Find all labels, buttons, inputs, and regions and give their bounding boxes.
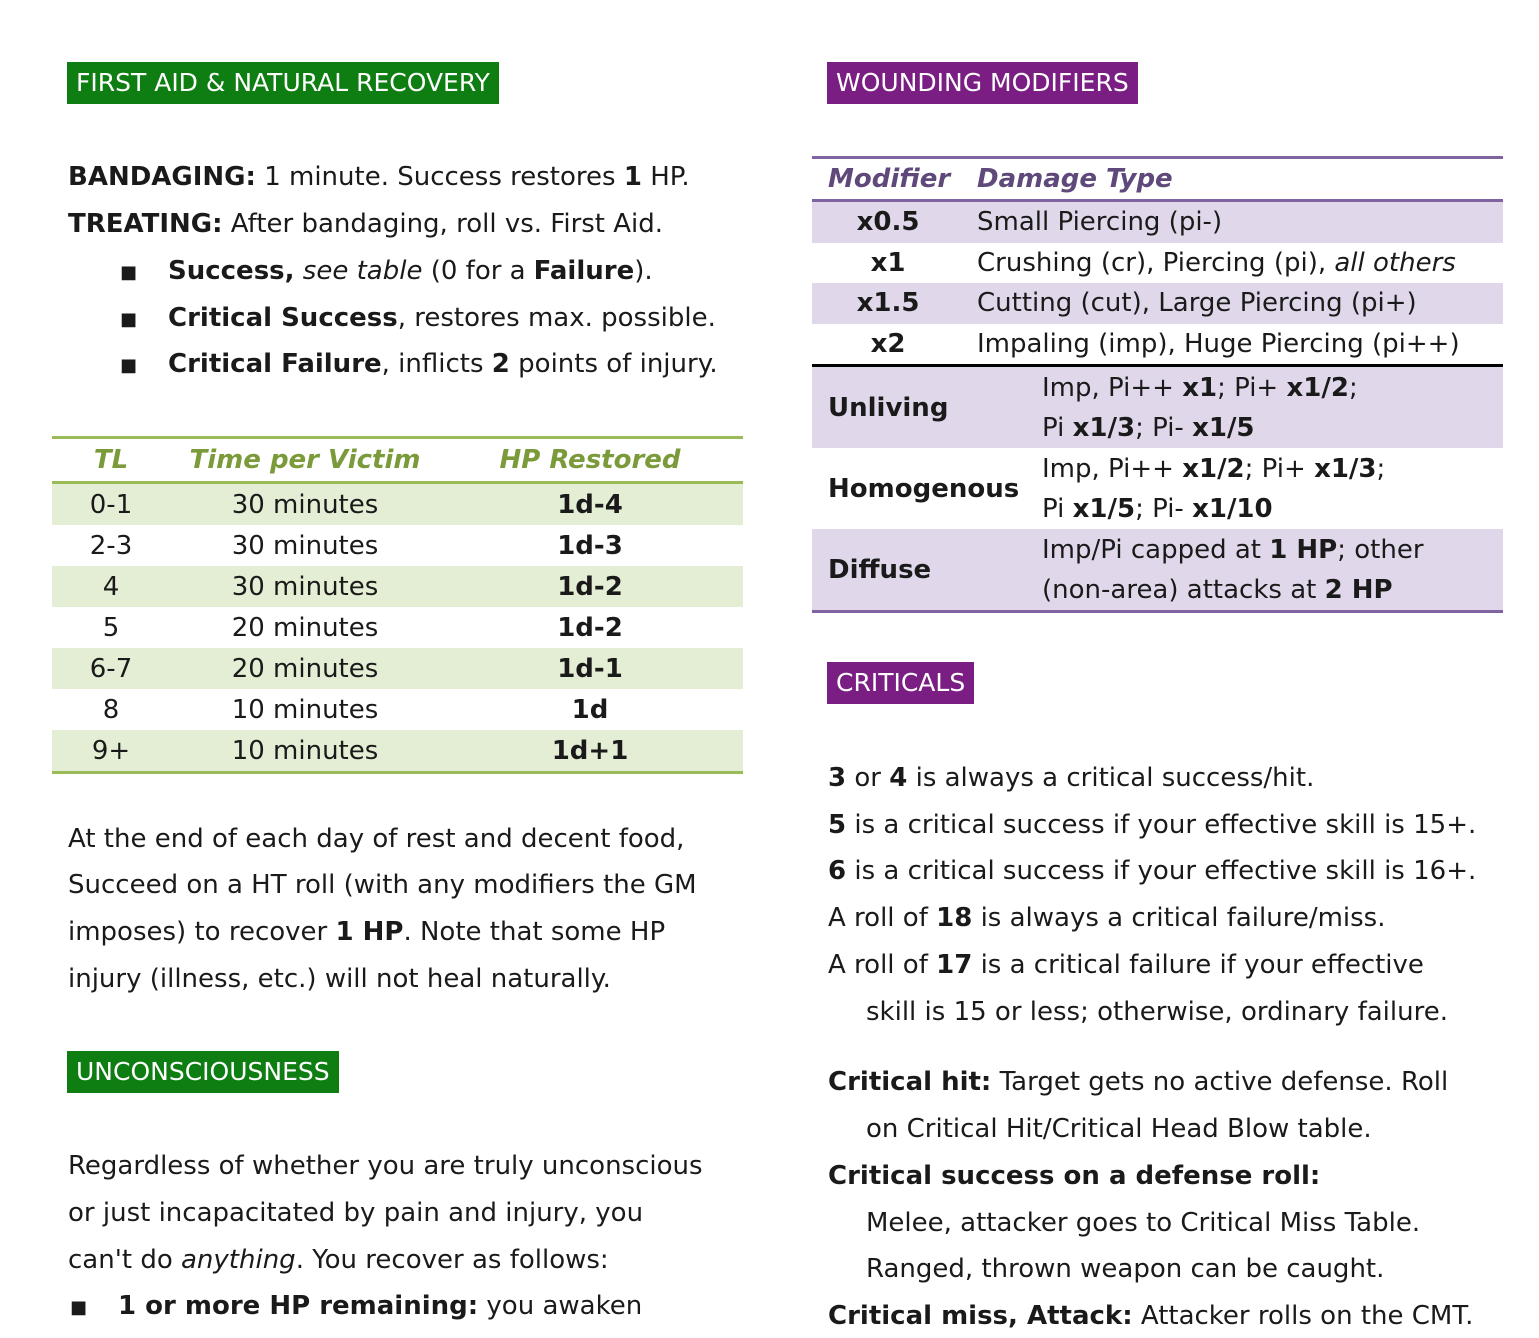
- cell-hp: 1d-3: [557, 530, 623, 561]
- table-row: [812, 283, 1503, 324]
- cell-damage-type: [964, 207, 1503, 237]
- bandaging-label: BANDAGING:: [68, 162, 256, 192]
- list-item: [168, 347, 718, 381]
- bullet-bold2: Failure: [533, 256, 635, 286]
- table-rule: [812, 610, 1503, 613]
- damage-type-text: Crushing (cr), Piercing (pi),: [977, 247, 1327, 278]
- cell-rules: Imp, Pi++ x1/2; Pi+ x1/3; Pi x1/5; Pi- x1/10: [1042, 453, 1386, 524]
- cell-rules: Imp/Pi capped at 1 HP; other (non-area) attacks at 2 HP: [1042, 534, 1424, 605]
- table-row: [52, 689, 743, 730]
- table-row: [52, 607, 743, 648]
- treating-label: TREATING:: [68, 209, 223, 239]
- header-tl: TL: [93, 445, 129, 475]
- table-row: [52, 566, 743, 607]
- critical-hit-label: Critical hit:: [828, 1067, 992, 1097]
- bullet-text: (0 for a: [430, 256, 526, 286]
- table-row-diffuse: [812, 529, 1503, 610]
- bullet-bold2: 2: [491, 349, 510, 379]
- damage-type-italic: all others: [1334, 247, 1456, 278]
- table-row: [52, 525, 743, 566]
- rest-paragraph-line: [68, 915, 665, 949]
- table-header: [812, 159, 1503, 199]
- cell-damage-type: [964, 329, 1503, 359]
- damage-type-text: Small Piercing (pi-): [977, 207, 1223, 238]
- list-item: [168, 254, 653, 288]
- crit-line: 5 is a critical success if your effective skill is 15+.: [828, 810, 1477, 840]
- crit-line: 6 is a critical success if your effective skill is 16+.: [828, 856, 1477, 886]
- cell-tl: 4: [102, 571, 120, 602]
- cell-hp: 1d-2: [557, 571, 623, 602]
- critical-hit-line2: on Critical Hit/Critical Head Blow table.: [866, 1114, 1372, 1144]
- cell-tl: 9+: [91, 735, 131, 766]
- treating-text: After bandaging, roll vs. First Aid.: [230, 209, 664, 239]
- section-heading-unconsciousness: UNCONSCIOUSNESS: [67, 1051, 339, 1093]
- cell-time: 20 minutes: [231, 653, 379, 684]
- crit-line: A roll of 18 is always a critical failure/miss.: [828, 903, 1386, 933]
- table-rule: [52, 771, 743, 774]
- wounding-modifiers-table: [812, 156, 1503, 613]
- bullet-text-end: ).: [634, 256, 653, 286]
- cell-label: Diffuse: [828, 554, 932, 585]
- rest-paragraph-line: At the end of each day of rest and decent food,: [68, 824, 685, 854]
- table-header: [52, 439, 743, 481]
- cell-label: Unliving: [828, 392, 949, 423]
- crit-line: skill is 15 or less; otherwise, ordinary failure.: [866, 997, 1448, 1027]
- table-row: [812, 324, 1503, 365]
- bullet-bold: Success,: [168, 256, 295, 286]
- bullet-text-end: points of injury.: [518, 349, 718, 379]
- table-row: [52, 730, 743, 771]
- cell-modifier: x1: [870, 247, 906, 278]
- critical-hit-text: Target gets no active defense. Roll: [999, 1067, 1449, 1097]
- cell-time: 10 minutes: [231, 735, 379, 766]
- bandaging-num: 1: [623, 162, 642, 192]
- cell-time: 30 minutes: [231, 571, 379, 602]
- unc-italic: anything: [181, 1245, 296, 1275]
- cell-time: 30 minutes: [231, 530, 379, 561]
- cell-hp: 1d: [571, 694, 609, 725]
- bullet-text: , restores max. possible.: [397, 303, 716, 333]
- unc-line: Regardless of whether you are truly unconscious: [68, 1151, 703, 1181]
- table-row: [812, 202, 1503, 243]
- cell-modifier: x0.5: [856, 207, 920, 238]
- bullet-text: you awaken: [486, 1291, 643, 1321]
- bullet-icon: ■: [120, 262, 138, 283]
- cell-tl: 8: [102, 694, 120, 725]
- bullet-bold: 1 or more HP remaining:: [118, 1291, 479, 1321]
- cell-modifier: x2: [870, 328, 906, 359]
- cell-time: 10 minutes: [231, 694, 379, 725]
- list-item: [168, 301, 716, 335]
- bullet-bold: Critical Failure: [168, 349, 382, 379]
- bullet-text: , inflicts: [381, 349, 484, 379]
- bandaging-text-end: HP.: [650, 162, 690, 192]
- bandaging-text: 1 minute. Success restores: [264, 162, 616, 192]
- header-hp: HP Restored: [499, 445, 681, 475]
- bandaging-line: [68, 160, 690, 194]
- unc-line: [68, 1243, 609, 1277]
- critical-miss-label: Critical miss, Attack:: [828, 1301, 1133, 1331]
- bullet-italic: see table: [302, 256, 423, 286]
- cell-tl: 6-7: [89, 653, 133, 684]
- cell-label: Homogenous: [828, 473, 1020, 504]
- rest-text: imposes) to recover: [68, 917, 328, 947]
- table-row: [52, 648, 743, 689]
- damage-type-text: Impaling (imp), Huge Piercing (pi++): [977, 328, 1460, 359]
- cell-hp: 1d-2: [557, 612, 623, 643]
- first-aid-table: [52, 436, 743, 774]
- unc-text: can't do: [68, 1245, 173, 1275]
- cell-hp: 1d+1: [551, 735, 629, 766]
- rest-paragraph-line: injury (illness, etc.) will not heal naturally.: [68, 964, 611, 994]
- table-row-homogenous: [812, 448, 1503, 529]
- cell-hp: 1d-4: [557, 489, 623, 520]
- table-row: [52, 484, 743, 525]
- critical-defense-line: Ranged, thrown weapon can be caught.: [866, 1254, 1385, 1284]
- damage-type-text: Cutting (cut), Large Piercing (pi+): [977, 288, 1417, 319]
- critical-defense-label: Critical success on a defense roll:: [828, 1161, 1321, 1191]
- bullet-bold: Critical Success: [168, 303, 398, 333]
- list-item: [118, 1289, 642, 1323]
- crit-line: A roll of 17 is a critical failure if your effective: [828, 950, 1424, 980]
- critical-miss-line: [828, 1299, 1473, 1333]
- cell-damage-type: [964, 288, 1503, 318]
- bullet-icon: ■: [120, 355, 138, 376]
- section-heading-criticals: CRITICALS: [827, 662, 974, 704]
- rest-paragraph-line: Succeed on a HT roll (with any modifiers the GM: [68, 870, 697, 900]
- cell-tl: 5: [102, 612, 120, 643]
- crit-line: 3 or 4 is always a critical success/hit.: [828, 763, 1315, 793]
- critical-miss-text: Attacker rolls on the CMT.: [1140, 1301, 1474, 1331]
- cell-hp: 1d-1: [557, 653, 623, 684]
- cell-tl: 0-1: [89, 489, 133, 520]
- cell-modifier: x1.5: [856, 288, 920, 319]
- rest-bold: 1 HP: [335, 917, 404, 947]
- table-row-unliving: [812, 367, 1503, 448]
- cell-rules: Imp, Pi++ x1; Pi+ x1/2; Pi x1/3; Pi- x1/5: [1042, 372, 1358, 443]
- cell-damage-type: [964, 248, 1503, 278]
- critical-hit-line: [828, 1065, 1448, 1099]
- header-modifier: Modifier: [828, 164, 951, 194]
- section-heading-first-aid: FIRST AID & NATURAL RECOVERY: [67, 62, 499, 104]
- bullet-icon: ■: [70, 1297, 88, 1318]
- rest-text-end: . Note that some HP: [403, 917, 666, 947]
- critical-defense-line: Melee, attacker goes to Critical Miss Table.: [866, 1208, 1421, 1238]
- treating-line: [68, 207, 663, 241]
- cell-time: 30 minutes: [231, 489, 379, 520]
- unc-text-end: . You recover as follows:: [295, 1245, 609, 1275]
- table-row: [812, 243, 1503, 284]
- unc-line: or just incapacitated by pain and injury, you: [68, 1198, 644, 1228]
- cell-time: 20 minutes: [231, 612, 379, 643]
- bullet-icon: ■: [120, 309, 138, 330]
- header-damage-type: Damage Type: [977, 164, 1173, 194]
- cell-tl: 2-3: [89, 530, 133, 561]
- header-time: Time per Victim: [189, 445, 421, 475]
- section-heading-wounding: WOUNDING MODIFIERS: [827, 62, 1138, 104]
